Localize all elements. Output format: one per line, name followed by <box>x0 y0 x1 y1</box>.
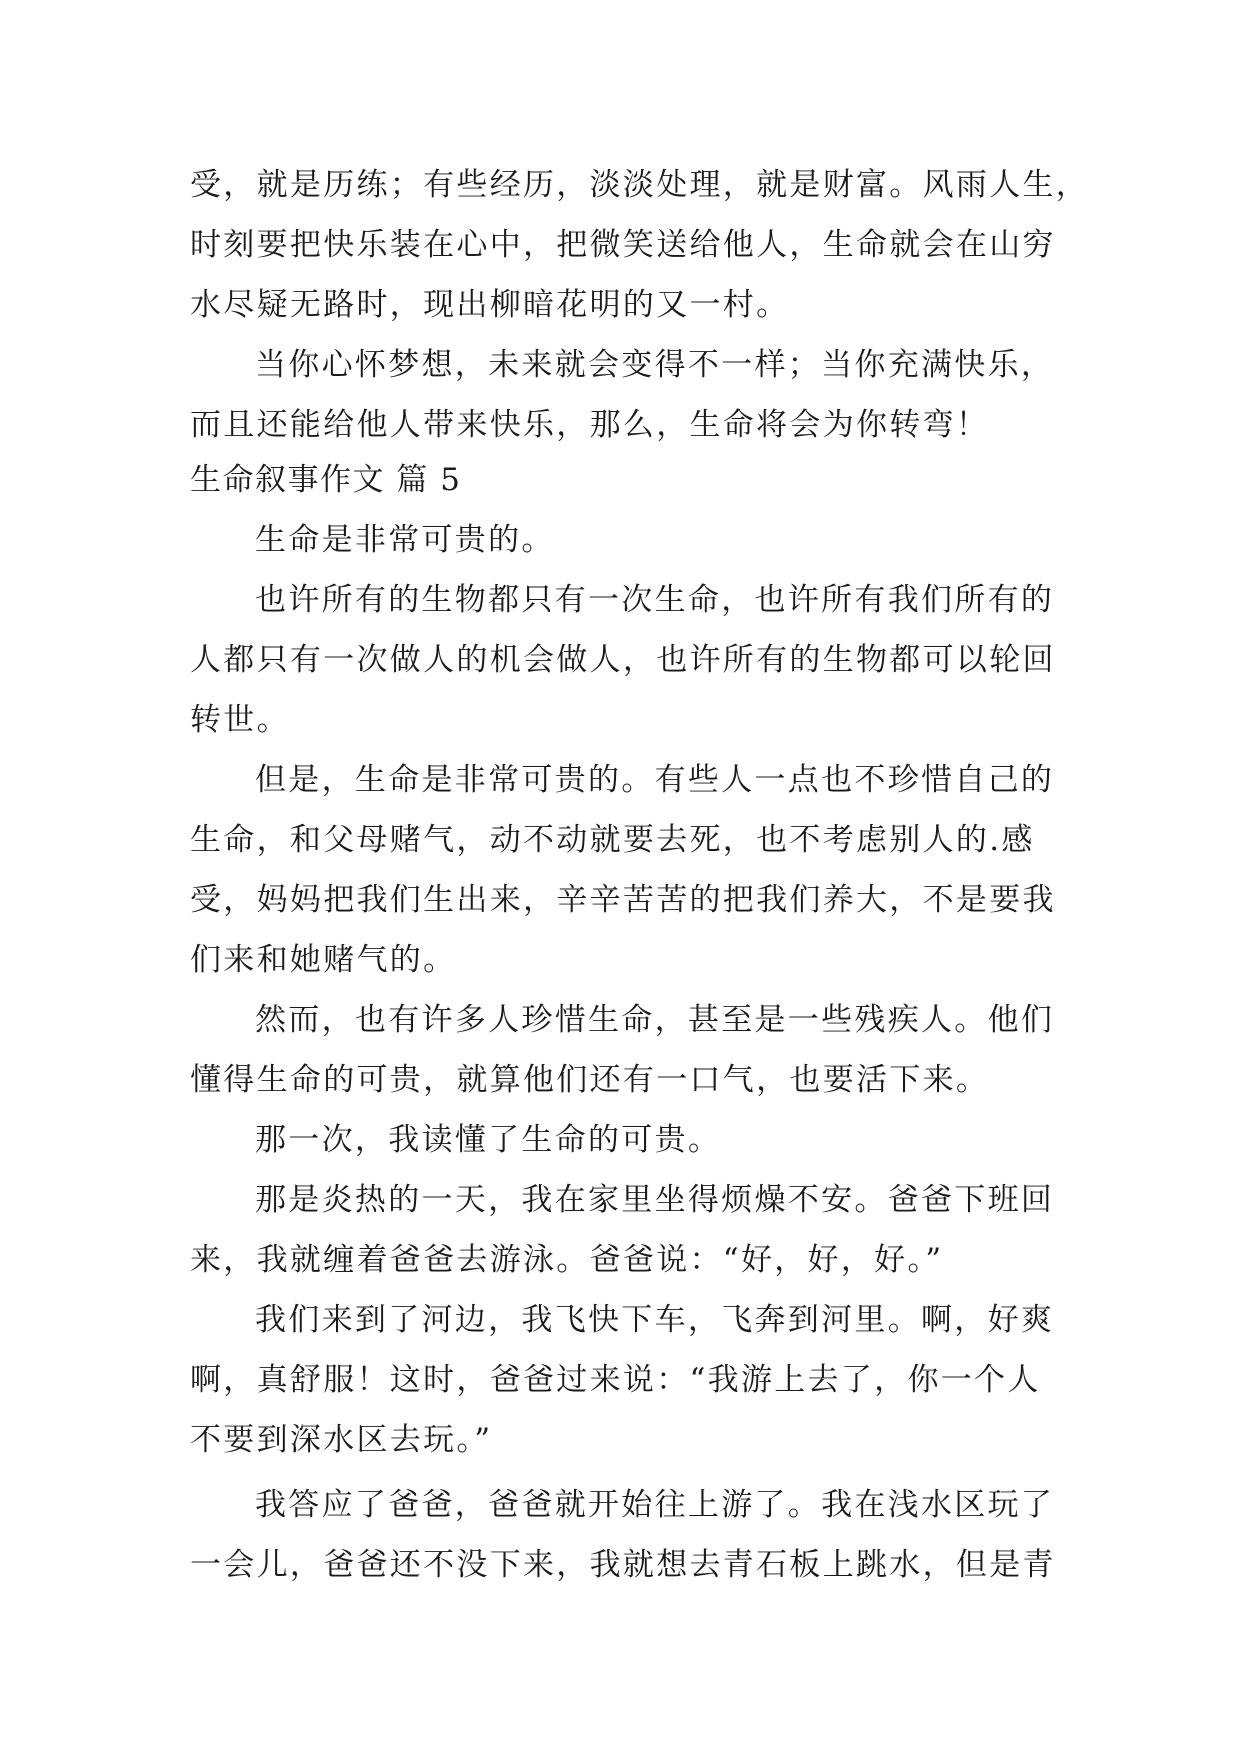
paragraph-first-line: 然而，也有许多人珍惜生命，甚至是一些残疾人。他们 <box>255 1002 1055 1038</box>
paragraph-first-line: 那一次，我读懂了生命的可贵。 <box>255 1122 722 1158</box>
paragraph-first-line: 生命是非常可贵的。 <box>255 522 555 558</box>
section-heading: 生命叙事作文 篇 5 <box>190 462 462 498</box>
text-line: 人都只有一次做人的机会做人，也许所有的生物都可以轮回 <box>190 642 1056 678</box>
text-line: 水尽疑无路时，现出柳暗花明的又一村。 <box>190 287 790 323</box>
text-line: 生命，和父母赌气，动不动就要去死，也不考虑别人的.感 <box>190 822 1035 858</box>
paragraph-first-line: 我答应了爸爸，爸爸就开始往上游了。我在浅水区玩了 <box>255 1487 1055 1523</box>
text-line: 们来和她赌气的。 <box>190 942 457 978</box>
paragraph-first-line: 也许所有的生物都只有一次生命，也许所有我们所有的 <box>255 582 1055 618</box>
text-line: 一会儿，爸爸还不没下来，我就想去青石板上跳水，但是青 <box>190 1547 1056 1583</box>
text-line: 转世。 <box>190 702 290 738</box>
paragraph-first-line: 当你心怀梦想，未来就会变得不一样；当你充满快乐， <box>255 347 1055 383</box>
paragraph-first-line: 但是，生命是非常可贵的。有些人一点也不珍惜自己的 <box>255 762 1055 798</box>
text-line: 时刻要把快乐装在心中，把微笑送给他人，生命就会在山穷 <box>190 227 1056 263</box>
text-line: 啊，真舒服！这时，爸爸过来说：“我游上去了，你一个人 <box>190 1362 1041 1398</box>
text-line: 而且还能给他人带来快乐，那么，生命将会为你转弯！ <box>190 407 990 443</box>
text-line: 受，就是历练；有些经历，淡淡处理，就是财富。风雨人生， <box>190 167 1090 203</box>
paragraph-first-line: 那是炎热的一天，我在家里坐得烦燥不安。爸爸下班回 <box>255 1182 1055 1218</box>
text-line: 不要到深水区去玩。” <box>190 1422 493 1458</box>
text-line: 受，妈妈把我们生出来，辛辛苦苦的把我们养大，不是要我 <box>190 882 1056 918</box>
paragraph-first-line: 我们来到了河边，我飞快下车，飞奔到河里。啊，好爽 <box>255 1302 1055 1338</box>
text-line: 来，我就缠着爸爸去游泳。爸爸说：“好，好，好。” <box>190 1242 944 1278</box>
text-line: 懂得生命的可贵，就算他们还有一口气，也要活下来。 <box>190 1062 990 1098</box>
